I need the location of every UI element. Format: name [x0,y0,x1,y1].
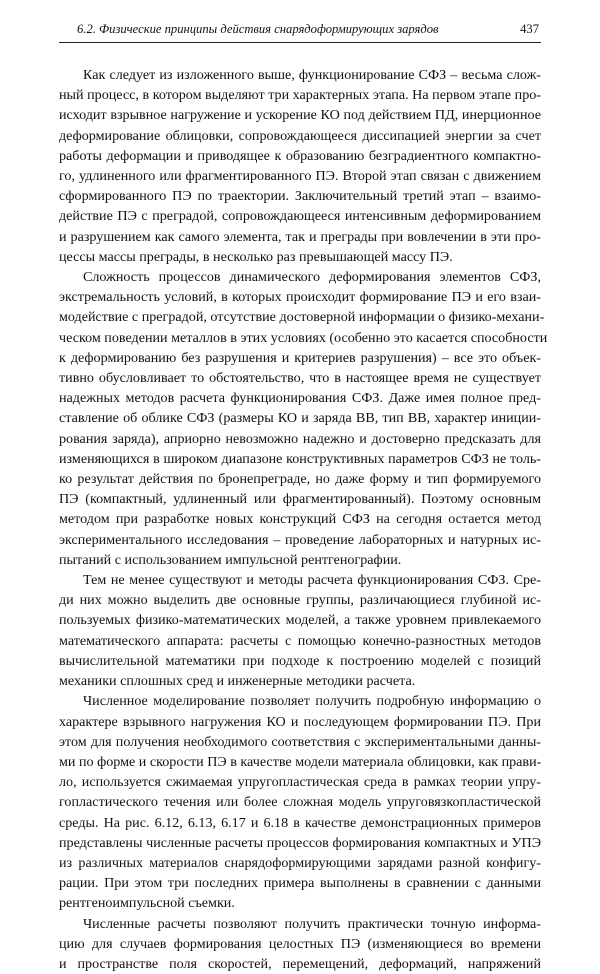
text-line: представлены численные расчеты процессов формирования компактных и УПЭ [59,834,541,851]
text-line: и пространстве поля скоростей, перемещений, деформаций, напряжений [59,955,541,972]
page-body [59,65,548,974]
text-line: характере взрывного нагружения КО и последующем формировании ПЭ. При [59,713,541,730]
text-line: ПЭ (компактный, удлиненный или фрагментированный). Поэтому основным [59,491,541,508]
text-line: ми по форме и скорости ПЭ в качестве модели материала облицовки, как прави- [59,753,542,770]
text-line: Численные расчеты позволяют получить практически точную информа- [83,915,541,932]
running-header [59,22,541,43]
text-line: ко результат действия по бронепреграде, но даже форму и тип формируемого [59,471,541,488]
text-line: модействие с преградой, отсутствие достоверной информации о физико-механи- [59,309,545,326]
paragraph [59,914,541,974]
text-line: ставление об облике СФЗ (размеры КО и заряда ВВ, тип ВВ, характер иниции- [59,410,541,427]
page-number: 437 [520,22,539,36]
text-line: деформирование облицовки, сопровождающееся диссипацией энергии за счет [59,127,541,144]
paragraph [59,65,541,267]
text-line: и разрушением как самого элемента, так и преграды при вовлечении в эти про- [59,228,541,245]
text-line: методом при разработке новых конструкций СФЗ на сегодня остается метод [59,511,541,528]
text-line: гопластического течения или более сложная модель упруговязкопластической [59,794,541,811]
text-line: Как следует из изложенного выше, функционирование СФЗ – весьма слож- [83,67,541,83]
text-line: ческом поведении металлов в этих условиях (особенно это касается способности [59,329,548,346]
text-line: вычислительной математики при подходе к построению моделей с позиций [59,652,541,669]
text-line: цессы массы преграды, в несколько раз превышающей массу ПЭ. [59,248,453,265]
text-line: пользуемых физико-математических моделей, а также уровнем привлекаемого [59,612,541,629]
text-line: Численное моделирование позволяет получить подробную информацию о [83,693,541,710]
text-line: действие ПЭ с преградой, сопровождающееся интенсивным деформированием [59,208,541,225]
paragraph [59,570,541,691]
text-line: работы деформации и приводящее к образованию безградиентного компактно- [59,147,541,164]
text-line: исходит взрывное нагружение и ускорение КО под действием ПД, инерционное [59,107,541,124]
text-line: рации. При этом три последних примера выполнены в сравнении с данными [59,875,541,892]
text-line: механики сплошных сред и инженерные методики расчета. [59,673,416,690]
text-line: математического аппарата: расчеты с помощью конечно-разностных методов [59,632,541,649]
text-line: цию для случаев формирования целостных ПЭ (изменяющиеся во времени [59,935,541,952]
text-line: рентгеноимпульсной съемки. [59,895,235,912]
text-line: изменяющихся в широком диапазоне конструктивных параметров СФЗ не толь- [59,450,541,467]
text-line: надежных методов расчета функционирования СФЗ. Даже имея полное пред- [59,390,541,407]
text-line: ло, используется сжимаемая упругопластическая среда в рамках теории упру- [59,774,541,791]
text-line: ди них можно выделить две основные группы, различающиеся глубиной ис- [59,592,541,609]
text-line: Сложность процессов динамического деформирования элементов СФЗ, [83,269,541,286]
text-line: рования заряда), априорно невозможно надежно и достоверно предсказать для [59,430,541,447]
text-line: ный процесс, в котором выделяют три характерных этапа. На первом этапе про- [59,87,541,104]
text-line: экспериментального исследования – проведение лабораторных и натурных ис- [59,531,541,548]
paragraph [59,267,548,570]
text-line: пытаний с использованием импульсной рентгенографии. [59,551,402,568]
text-line: тивно обусловливает то обстоятельство, что в настоящее время не существует [59,370,541,387]
running-title: 6.2. Физические принципы действия снарядоформирующих зарядов [77,22,439,36]
text-line: среды. На рис. 6.12, 6.13, 6.17 и 6.18 в качестве демонстрационных примеров [59,814,541,831]
text-line: к деформированию без разрушения и критериев разрушения) – все это объек- [59,349,541,366]
text-line: Тем не менее существуют и методы расчета функционирования СФЗ. Сре- [83,572,541,589]
paragraph [59,691,541,913]
text-line: го, удлиненного или фрагментированного ПЭ. Второй этап связан с движением [59,168,541,185]
text-line: экстремальность условий, в которых происходит формирование ПЭ и его взаи- [59,289,541,306]
text-line: из различных материалов снарядоформирующими зарядами разной конфигу- [59,854,541,871]
text-line: этом для получения необходимого соответствия с экспериментальными данны- [59,733,541,750]
text-line: сформированного ПЭ по траектории. Заключительный третий этап – взаимо- [59,188,541,205]
